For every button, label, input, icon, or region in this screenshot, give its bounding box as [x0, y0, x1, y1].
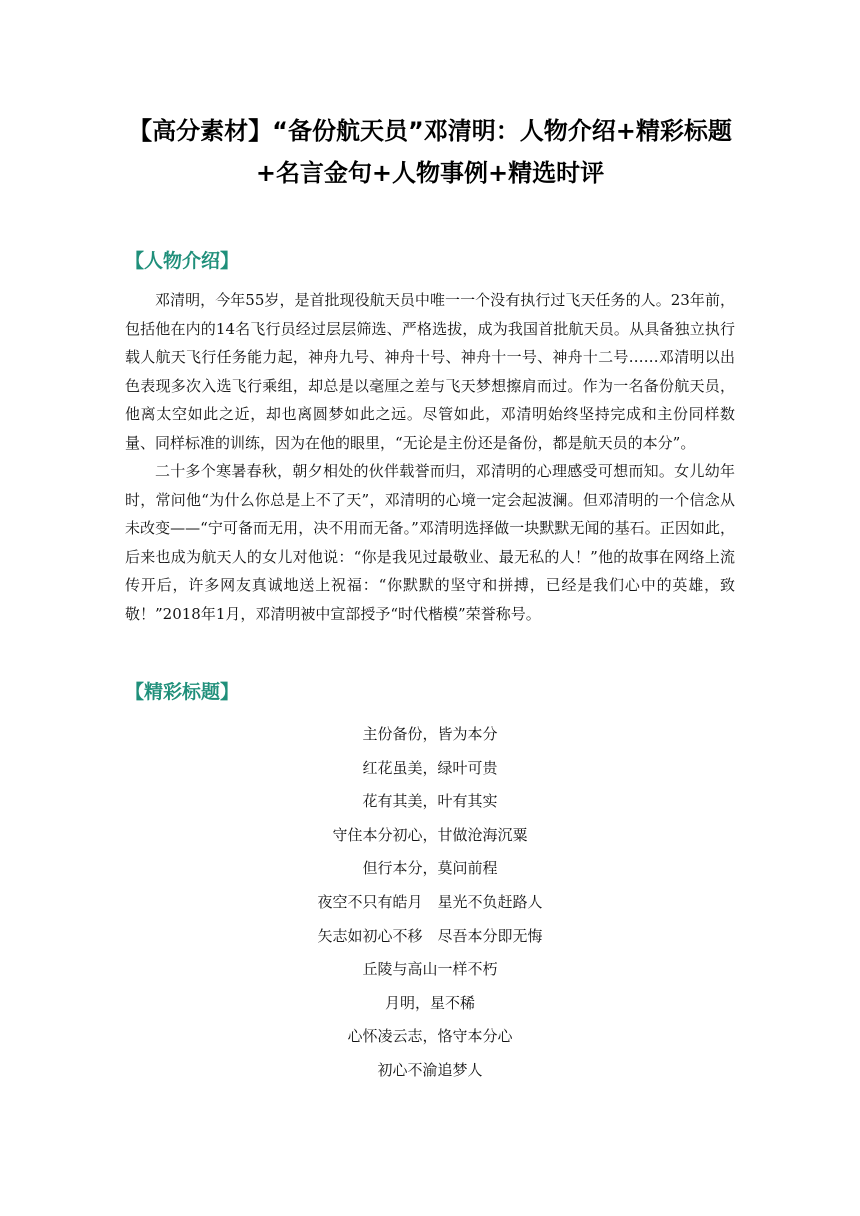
- title-list: [125, 718, 735, 1088]
- title-item: 夜空不只有皓月 星光不负赶路人: [317, 892, 543, 911]
- title-item: 但行本分，莫问前程: [362, 859, 498, 878]
- title-item: 花有其美，叶有其实: [362, 792, 498, 811]
- title-item: 心怀凌云志，恪守本分心: [347, 1027, 513, 1046]
- section-heading-titles: 【精彩标题】: [125, 681, 240, 703]
- section-heading-intro: 【人物介绍】: [125, 250, 240, 272]
- intro-body: [125, 286, 735, 628]
- title-item: 丘陵与高山一样不朽: [362, 960, 498, 979]
- title-item: 主份备份，皆为本分: [362, 725, 498, 743]
- intro-paragraph: 邓清明，今年55岁，是首批现役航天员中唯一一个没有执行过飞天任务的人。23年前，包括他在内的14名飞行员经过层层筛选、严格选拔，成为我国首批航天员。从具备独立执行载人航天飞行任务能力起，神舟九号、神舟十号、神舟十一号、神舟十二号……邓清明以出色表现多次入选飞行乘组，却总是以毫厘之差与飞天梦想擦肩而过。作为一名备份航天员，他离太空如此之近，却也离圆梦如此之远。尽管如此，邓清明始终坚持完成和主份同样数量、同样标准的训练，因为在他的眼里，“无论是主份还是备份，都是航天员的本分”。: [125, 291, 735, 452]
- title-item: 守住本分初心，甘做沧海沉粟: [332, 825, 528, 844]
- intro-paragraph: 二十多个寒暑春秋，朝夕相处的伙伴载誉而归，邓清明的心理感受可想而知。女儿幼年时，常问他“为什么你总是上不了天”，邓清明的心境一定会起波澜。但邓清明的一个信念从未改变——“宁可备而无用，决不用而无备。”邓清明选择做一块默默无闻的基石。正因如此，后来也成为航天人的女儿对他说：“你是我见过最敬业、最无私的人！”他的故事在网络上流传开后，许多网友真诚地送上祝福：“你默默的坚守和拼搏，已经是我们心中的英雄，致敬！”2018年1月，邓清明被中宣部授予“时代楷模”荣誉称号。: [125, 462, 735, 623]
- document-title: 【高分素材】“备份航天员”邓清明：人物介绍+精彩标题+名言金句+人物事例+精选时评: [128, 117, 732, 187]
- title-item: 初心不渝追梦人: [377, 1060, 483, 1079]
- title-item: 月明，星不稀: [384, 993, 475, 1012]
- title-item: 矢志如初心不移 尽吾本分即无悔: [317, 926, 543, 945]
- title-item: 红花虽美，绿叶可贵: [362, 758, 498, 777]
